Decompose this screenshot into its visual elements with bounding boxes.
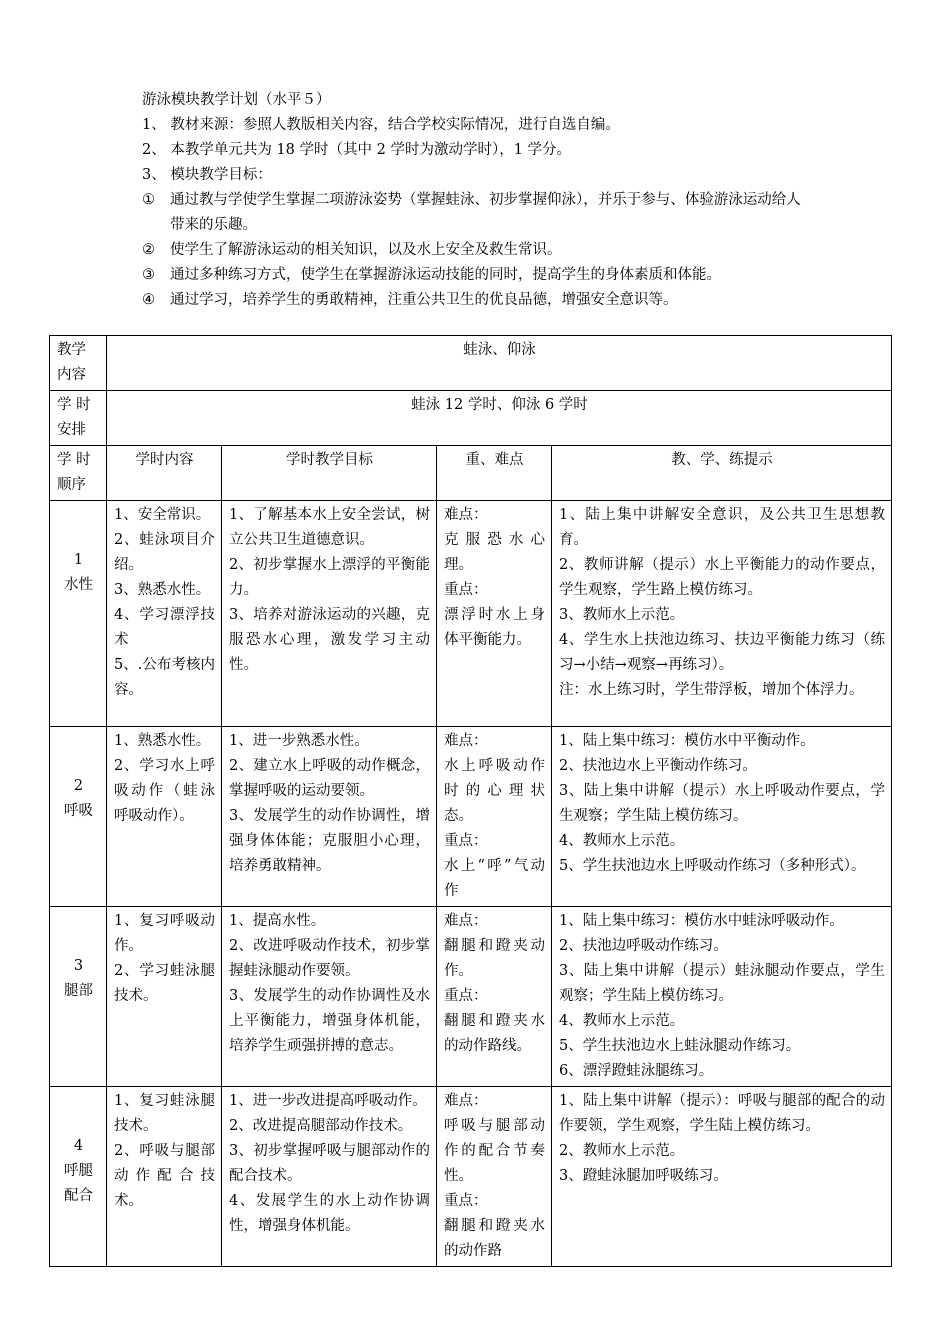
- keypoint-line: 重点：: [444, 582, 488, 598]
- lesson-keypoints-cell: [437, 727, 552, 907]
- tip-line: 1、陆上集中练习：模仿水中平衡动作。: [559, 733, 815, 749]
- table-row: [50, 727, 892, 907]
- lesson-goals-cell: [222, 501, 437, 727]
- content-line: 1、熟悉水性。: [114, 733, 211, 749]
- lesson-content-cell: [107, 1087, 222, 1267]
- lesson-number: 1: [73, 552, 84, 568]
- content-line: 2、学习水上呼吸动作（蛙泳呼吸动作）。: [114, 758, 215, 824]
- content-line: 1、复习呼吸动作。: [114, 913, 215, 954]
- intro-section: [142, 88, 862, 313]
- goal-line: 4、发展学生的水上动作协调性，增强身体机能。: [229, 1193, 430, 1234]
- lesson-name: 呼腿配合: [64, 1163, 93, 1204]
- tip-line: 4、教师水上示范。: [559, 833, 685, 849]
- keypoint-line: 难点：: [444, 913, 488, 929]
- content-row: [50, 336, 892, 391]
- content-line: 2、学习蛙泳腿技术。: [114, 963, 215, 1004]
- goal-mark: ③: [142, 267, 155, 283]
- goal-item: [142, 188, 862, 238]
- lesson-goals-cell: [222, 907, 437, 1087]
- goal-text: 通过教与学使学生掌握二项游泳姿势（掌握蛙泳、初步掌握仰泳），并乐于参与、体验游泳运动给人带来的乐趣。: [170, 192, 801, 233]
- goal-mark: ①: [142, 192, 155, 208]
- keypoint-line: 水上“呼”气动作: [444, 858, 545, 899]
- schedule-value: 蛙泳 12 学时、仰泳 6 学时: [107, 391, 892, 446]
- intro-item: 3、 模块教学目标：: [142, 167, 272, 183]
- tip-line: 3、蹬蛙泳腿加呼吸练习。: [559, 1168, 728, 1184]
- column-header: 学时内容: [107, 446, 222, 501]
- lesson-keypoints-cell: [437, 907, 552, 1087]
- goal-line: 3、初步掌握呼吸与腿部动作的配合技术。: [229, 1143, 430, 1184]
- lesson-goals-cell: [222, 1087, 437, 1267]
- goal-item: [142, 263, 862, 288]
- column-header: 学 时 顺序: [50, 446, 107, 501]
- lesson-number-cell: [50, 727, 107, 907]
- keypoint-line: 重点：: [444, 988, 488, 1004]
- table-row: [50, 1087, 892, 1267]
- lesson-number: 4: [73, 1138, 84, 1154]
- keypoint-line: 漂浮时水上身体平衡能力。: [444, 607, 545, 648]
- content-line: 4、学习漂浮技术: [114, 607, 215, 648]
- column-header-row: [50, 446, 892, 501]
- goal-line: 2、初步掌握水上漂浮的平衡能力。: [229, 557, 430, 598]
- lesson-content-cell: [107, 501, 222, 727]
- tip-line: 2、教师讲解（提示）水上平衡能力的动作要点，学生观察，学生路上模仿练习。: [559, 557, 885, 598]
- teaching-plan-table: [49, 335, 892, 1267]
- tip-line: 注：水上练习时，学生带浮板，增加个体浮力。: [559, 682, 864, 698]
- tip-line: 2、扶池边呼吸动作练习。: [559, 938, 728, 954]
- intro-item: 1、 教材来源：参照人教版相关内容，结合学校实际情况，进行自选自编。: [142, 117, 620, 133]
- content-line: 2、呼吸与腿部动作配合技术。: [114, 1143, 215, 1209]
- lesson-number: 3: [73, 958, 84, 974]
- goal-line: 1、了解基本水上安全尝试，树立公共卫生道德意识。: [229, 507, 430, 548]
- goal-mark: ②: [142, 242, 155, 258]
- lesson-name: 水性: [64, 577, 93, 593]
- lesson-content-cell: [107, 907, 222, 1087]
- keypoint-line: 翻腿和蹬夹水的动作路: [444, 1218, 545, 1259]
- content-line: 1、安全常识。: [114, 507, 211, 523]
- keypoint-line: 重点：: [444, 1193, 488, 1209]
- tip-line: 1、陆上集中讲解（提示）：呼吸与腿部的配合的动作要领，学生观察，学生陆上模仿练习。: [559, 1093, 885, 1134]
- content-line: 3、熟悉水性。: [114, 582, 211, 598]
- content-line: 2、蛙泳项目介绍。: [114, 532, 215, 573]
- keypoint-line: 重点：: [444, 833, 488, 849]
- table-row: [50, 501, 892, 727]
- goal-item: [142, 288, 862, 313]
- lesson-name: 腿部: [64, 983, 93, 999]
- tip-line: 2、扶池边水上平衡动作练习。: [559, 758, 757, 774]
- tip-line: 3、陆上集中讲解（提示）蛙泳腿动作要点，学生观察；学生陆上模仿练习。: [559, 963, 885, 1004]
- column-header: 学时教学目标: [222, 446, 437, 501]
- intro-item: 2、 本教学单元共为 18 学时（其中 2 学时为激动学时），1 学分。: [142, 142, 572, 158]
- keypoint-line: 克服恐水心理。: [444, 532, 545, 573]
- goal-text: 通过学习，培养学生的勇敢精神，注重公共卫生的优良品德，增强安全意识等。: [170, 292, 678, 308]
- keypoint-line: 翻腿和蹬夹水的动作路线。: [444, 1013, 545, 1054]
- goal-line: 3、发展学生的动作协调性及水上平衡能力，增强身体机能，培养学生顽强拼搏的意志。: [229, 988, 430, 1054]
- schedule-row: [50, 391, 892, 446]
- tip-line: 6、漂浮蹬蛙泳腿练习。: [559, 1063, 714, 1079]
- goal-text: 通过多种练习方式，使学生在掌握游泳运动技能的同时，提高学生的身体素质和体能。: [170, 267, 721, 283]
- lesson-tips-cell: [552, 727, 892, 907]
- goal-line: 2、建立水上呼吸的动作概念，掌握呼吸的运动要领。: [229, 758, 430, 799]
- goal-text: 使学生了解游泳运动的相关知识，以及水上安全及救生常识。: [170, 242, 562, 258]
- lesson-keypoints-cell: [437, 1087, 552, 1267]
- lesson-tips-cell: [552, 501, 892, 727]
- tip-line: 1、陆上集中讲解安全意识，及公共卫生思想教育。: [559, 507, 885, 548]
- keypoint-line: 难点：: [444, 507, 488, 523]
- column-header: 重、难点: [437, 446, 552, 501]
- document-title: 游泳模块教学计划（水平５）: [142, 92, 331, 108]
- goal-line: 2、改进呼吸动作技术，初步掌握蛙泳腿动作要领。: [229, 938, 430, 979]
- keypoint-line: 难点：: [444, 733, 488, 749]
- keypoint-line: 难点：: [444, 1093, 488, 1109]
- schedule-label: 学 时 安排: [50, 391, 107, 446]
- goal-mark: ④: [142, 292, 155, 308]
- lesson-goals-cell: [222, 727, 437, 907]
- lesson-tips-cell: [552, 907, 892, 1087]
- tip-line: 5、学生扶池边水上呼吸动作练习（多种形式）。: [559, 858, 866, 874]
- content-label: 教学内容: [50, 336, 107, 391]
- keypoint-line: 水上呼吸动作时的心理状态。: [444, 758, 545, 824]
- lesson-number-cell: [50, 1087, 107, 1267]
- keypoint-line: 翻腿和蹬夹动作。: [444, 938, 545, 979]
- lesson-tips-cell: [552, 1087, 892, 1267]
- content-line: 5、.公布考核内容。: [114, 657, 215, 698]
- tip-line: 5、学生扶池边水上蛙泳腿动作练习。: [559, 1038, 801, 1054]
- tip-line: 1、陆上集中练习：模仿水中蛙泳呼吸动作。: [559, 913, 844, 929]
- goal-line: 2、改进提高腿部动作技术。: [229, 1118, 413, 1134]
- tip-line: 3、教师水上示范。: [559, 607, 685, 623]
- tip-line: 4、教师水上示范。: [559, 1013, 685, 1029]
- lesson-number-cell: [50, 907, 107, 1087]
- lesson-rows: [50, 501, 892, 1267]
- keypoint-line: 呼吸与腿部动作的配合节奏性。: [444, 1118, 545, 1184]
- table-row: [50, 907, 892, 1087]
- lesson-number-cell: [50, 501, 107, 727]
- goal-line: 1、进一步改进提高呼吸动作。: [229, 1093, 427, 1109]
- tip-line: 2、教师水上示范。: [559, 1143, 685, 1159]
- goal-line: 1、进一步熟悉水性。: [229, 733, 369, 749]
- lesson-keypoints-cell: [437, 501, 552, 727]
- lesson-content-cell: [107, 727, 222, 907]
- content-value: 蛙泳、仰泳: [107, 336, 892, 391]
- goal-line: 1、提高水性。: [229, 913, 326, 929]
- goal-item: [142, 238, 862, 263]
- goal-line: 3、发展学生的动作协调性，增强身体体能；克服胆小心理，培养勇敢精神。: [229, 808, 430, 874]
- goal-line: 3、培养对游泳运动的兴趣，克服恐水心理，激发学习主动性。: [229, 607, 430, 673]
- column-header: 教、学、练提示: [552, 446, 892, 501]
- tip-line: 3、陆上集中讲解（提示）水上呼吸动作要点，学生观察；学生陆上模仿练习。: [559, 783, 885, 824]
- content-line: 1、复习蛙泳腿技术。: [114, 1093, 215, 1134]
- lesson-number: 2: [73, 778, 84, 794]
- lesson-name: 呼吸: [64, 803, 93, 819]
- tip-line: 4、学生水上扶池边练习、扶边平衡能力练习（练习→小结→观察→再练习）。: [559, 632, 885, 673]
